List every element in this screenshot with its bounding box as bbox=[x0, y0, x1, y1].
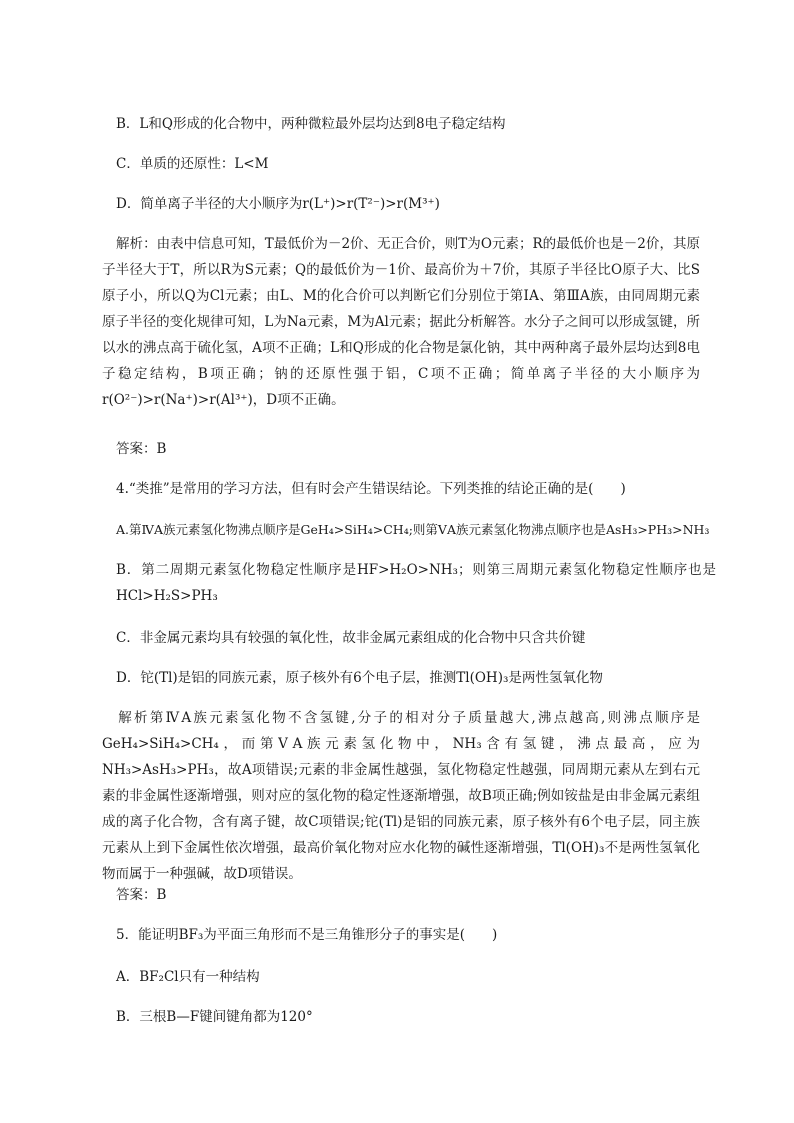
q3-analysis bbox=[102, 231, 700, 421]
q4-stem: 4.“类推”是常用的学习方法，但有时会产生错误结论。下列类推的结论正确的是( ) bbox=[116, 481, 626, 497]
q3-option-d: D．简单离子半径的大小顺序为r(L⁺)>r(T²⁻)>r(M³⁺) bbox=[116, 196, 440, 212]
q5-option-b: B．三根B—F键间键角都为120° bbox=[116, 1009, 313, 1025]
q4-answer: 答案：B bbox=[116, 887, 167, 903]
q4-option-a: A.第ⅣA族元素氢化物沸点顺序是GeH₄>SiH₄>CH₄;则第ⅤA族元素氢化物沸点顺序也是AsH₃>PH₃>NH₃ bbox=[116, 522, 710, 537]
q5-stem: 5．能证明BF₃为平面三角形而不是三角锥形分子的事实是( ) bbox=[116, 927, 498, 943]
q5-option-a: A．BF₂Cl只有一种结构 bbox=[116, 969, 260, 985]
q4-option-c: C．非金属元素均具有较强的氧化性，故非金属元素组成的化合物中只含共价键 bbox=[116, 630, 586, 646]
q3-option-c: C．单质的还原性：L<M bbox=[116, 156, 269, 172]
q4-option-b: B．第二周期元素氢化物稳定性顺序是HF>H₂O>NH₃；则第三周期元素氢化物稳定性顺序也是HCl>H₂S>PH₃ bbox=[116, 562, 716, 604]
q3-analysis-text: 解析：由表中信息可知，T最低价为－2价、无正合价，则T为O元素；R的最低价也是－2价，其原子半径大于T，所以R为S元素；Q的最低价为－1价、最高价为＋7价，其原子半径比O原子大、比S原子小，所以Q为Cl元素；由L、M的化合价可以判断它们分别位于第ⅠA、第ⅢA族，由同周期元素原子半径的变化规律可知，L为Na元素，M为Al元素；据此分析解答。水分子之间可以形成氢键，所以水的沸点高于硫化氢，A项不正确；L和Q形成的化合物是氯化钠，其中两种离子最外层均达到8电子稳定结构，B项正确；钠的还原性强于铝，C项不正确；简单离子半径的大小顺序为r(O²⁻)>r(Na⁺)>r(Al³⁺)，D项不正确。 bbox=[102, 236, 700, 408]
q3-answer: 答案：B bbox=[116, 441, 167, 457]
q4-analysis-text: 解析第ⅣA族元素氢化物不含氢键,分子的相对分子质量越大,沸点越高,则沸点顺序是GeH₄>SiH₄>CH₄，而第ⅤA族元素氢化物中，NH₃含有氢键，沸点最高，应为NH₃>AsH₃>PH₃，故A项错误;元素的非金属性越强，氢化物稳定性越强，同周期元素从左到右元素的非金属性逐渐增强，则对应的氢化物的稳定性逐渐增强，故B项正确;例如铵盐是由非金属元素组成的离子化合物，含有离子键，故C项错误;铊(Tl)是铝的同族元素，原子核外有6个电子层，同主族元素从上到下金属性依次增强，最高价氧化物对应水化物的碱性逐渐增强，Tl(OH)₃不是两性氢氧化物而属于一种强碱，故D项错误。 bbox=[102, 710, 700, 882]
q4-option-d: D．铊(Tl)是铝的同族元素，原子核外有6个电子层，推测Tl(OH)₃是两性氢氧化物 bbox=[116, 670, 603, 686]
q4-analysis bbox=[102, 705, 700, 882]
q3-option-b: B．L和Q形成的化合物中，两种微粒最外层均达到8电子稳定结构 bbox=[116, 116, 506, 132]
